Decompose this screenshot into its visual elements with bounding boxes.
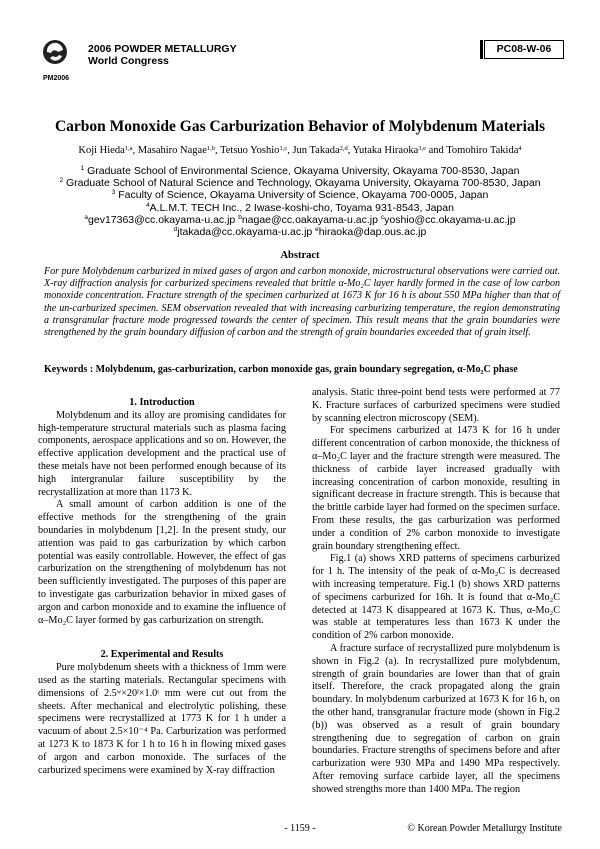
paper-title: Carbon Monoxide Gas Carburization Behavior of Molybdenum Materials: [54, 118, 546, 135]
author: Masahiro Nagae: [137, 145, 207, 156]
author-list: Koji Hieda$^{1,a}$, Masahiro Nagae$^{1,b}$, Tetsuo Yoshio$^{1,c}$, Jun Takada$^{2,d}$, Yutaka Hiraoka$^{3,e}$ and Tomohiro Takida$^4$: [78, 145, 522, 156]
author-affil-mark: 1,c: [279, 145, 288, 152]
email-e[interactable]: hiraoka@dap.ous.ac.jp: [318, 226, 427, 239]
email-line: $^a$gev17363@cc.okayama-u.ac.jp $^b$nagae@cc.oakayama-u.ac.jp $^c$yoshio@cc.okayama-u.ac.jp: [84, 213, 516, 226]
section-heading-introduction: 1. Introduction: [129, 397, 195, 408]
author-affil-mark: 2,d: [339, 145, 348, 152]
keywords: [44, 364, 560, 375]
email-c[interactable]: yoshio@cc.okayama-u.ac.jp: [384, 213, 516, 226]
page-header: [0, 0, 600, 110]
paragraph: Pure molybdenum sheets with a thickness of 1mm were used as the starting materials. Rectangular specimens with dimensions of 2.5ʷ×20ˡ×1.0ᵗ mm were cut out from the sheets. After mechanical and electrolytic polishing, these specimens were recrystallized at 1773 K for 1 h under a vacuum of about 2.5×10⁻⁴ Pa. Carburization was performed at 1273 K to 1873 K for 1 h to 16 h in flowing mixed gases of argon and carbon monoxide. The surfaces of the carburized specimens were examined by X-ray diffraction: [38, 662, 286, 776]
conference-line1: 2006 POWDER METALLURGY: [88, 43, 237, 55]
keywords-list: Molybdenum, gas-carburization, carbon monoxide gas, grain boundary segregation, α-Mo₂C phase: [95, 364, 518, 375]
paragraph: A fracture surface of recrystallized pure molybdenum is shown in Fig.2 (a). In recrystallized pure molybdenum, strength of grain boundaries are lower than that of grain itself. Therefore, the crack propagated along the grain boundary. In molybdenum carburized at 1673 K for 16 h, on the other hand, transgranular fracture mode (shown in Fig.2 (b)) was observed as a result of grain boundary strengthening due to segregation of carbon on grain boundaries. Fracture strengths of specimens before and after carburization were 930 MPa and 1490 MPa respectively. After removing surface carbide layer, all the specimens showed strengths more than 1400 MPa. The region: [312, 642, 560, 795]
paragraph: A small amount of carbon addition is one of the effective methods for the strengthening of the grain boundaries in molybdenum [1,2]. In the present study, our attention was paid to gas carburization by which carbon potential was easily controllable. However, the effect of gas carburization on the strengthening of molybdenum has not been sufficiently investigated. The purposes of this paper are to investigate gas carburization behavior in mixed gases of argon and carbon monoxide and to examine the influence of α–Mo₂C layer formed by gas carburization on strength.: [38, 499, 286, 626]
paragraph: For specimens carburized at 1473 K for 16 h under different concentration of carbon monoxide, the thickness of α–Mo₂C layer and the fracture strength were measured. The thickness of carbide layer increased gradually with increasing concentration of carbon monoxide, resulting in significant decrease in fracture strength. This is because that the brittle carbide layer had formed on the specimen surface. From these results, the gas carburization was performed under a condition of 2% carbon monoxide to investigate grain boundary strengthening effect.: [312, 425, 560, 552]
affiliations: [0, 165, 600, 238]
abstract-text: For pure Molybdenum carburized in mixed gases of argon and carbon monoxide, microstructural observations were carried out. X-ray diffraction analysis for carburized specimens revealed that brittle α-Mo₂C layer hardly formed in the case of low carbon monoxide concentration. Fracture strength of the specimen carburized at 1673 K for 16 h is about 550 MPa higher than that of the un-carburized specimen. SEM observation revealed that with increasing carburizing temperature, the region demonstrating a transgranular fracture mode progressed towards the center of specimen. This result means that the grain boundaries were strengthened by the grain boundary diffusion of carbon and the strength of grain boundaries exceeded that of grain itself.: [44, 266, 560, 339]
section-heading-experimental: 2. Experimental and Results: [100, 649, 224, 661]
author-affil-mark: 3,e: [418, 145, 427, 152]
keywords-label: Keywords :: [44, 364, 94, 375]
abstract-heading: Abstract: [280, 250, 320, 261]
pm2006-logo: [38, 36, 74, 84]
paper-code-box: [484, 40, 564, 59]
conference-line2: World Congress: [88, 55, 169, 67]
author: Koji Hieda: [78, 145, 125, 156]
page-footer: [0, 819, 600, 839]
affiliation-line: $^2$ Graduate School of Natural Science and Technology, Okayama University, Okayama 700-8530, Japan: [59, 177, 541, 190]
conference-name: [88, 43, 237, 67]
left-column: [38, 397, 286, 777]
author: Jun Takada: [292, 145, 340, 156]
spacer: [38, 627, 286, 649]
email-line: $^d$jtakada@cc.okayama-u.ac.jp $^e$hiraoka@dap.ous.ac.jp: [173, 226, 427, 239]
copyright: © Korean Powder Metallurgy Institute: [407, 823, 562, 834]
right-column: [312, 387, 560, 797]
svg-text:PM2006: PM2006: [42, 75, 70, 82]
pm2006-logo-icon: [38, 36, 74, 84]
paragraph: analysis. Static three-point bend tests were performed at 77 K. Fracture surfaces of carburized specimens were studied by scanning electron microscopy (SEM).: [312, 387, 560, 424]
paragraph: Fig.1 (a) shows XRD patterns of specimens carburized for 1 h. The intensity of the peak of α-Mo₂C is decreased with increasing temperature. Fig.1 (b) shows XRD patterns of specimens carburized for 16h. It is found that α-Mo₂C detected at 1473 K disappeared at 1673 K. Thus, α-Mo₂C was stable at temperatures less than 1673 K under the condition of 2% carbon monoxide.: [312, 553, 560, 642]
author: Tomohiro Takida: [446, 145, 519, 156]
email-d[interactable]: jtakada@cc.okayama-u.ac.jp: [177, 226, 313, 239]
paragraph: Molybdenum and its alloy are promising candidates for high-temperature structural materials such as plasma facing components, aerospace applications and so on. However, the effective application development and the practical use of these metals have not been performed enough because of its high intergranular failure susceptibility by the recrystallization at more than 1173 K.: [38, 409, 286, 498]
email-a[interactable]: gev17363@cc.okayama-u.ac.jp: [88, 213, 236, 226]
affiliation-line: $^3$ Faculty of Science, Okayama University of Science, Okayama 700-0005, Japan: [111, 189, 489, 202]
affiliation-line: $^4$A.L.M.T. TECH Inc., 2 Iwase-koshi-cho, Toyama 931-8543, Japan: [146, 201, 454, 214]
page-number: - 1159 -: [284, 823, 316, 834]
author-affil-mark: 1,b: [206, 145, 215, 152]
author: Yutaka Hiraoka: [352, 145, 419, 156]
affiliation-line: $^1$ Graduate School of Environmental Science, Okayama University, Okayama 700-8530, Japan: [80, 165, 520, 177]
author-affil-mark: 4: [518, 145, 522, 152]
author: Tetsuo Yoshio: [220, 145, 280, 156]
email-b[interactable]: nagae@cc.oakayama-u.ac.jp: [241, 213, 378, 226]
paper-code: PC08-W-06: [496, 43, 552, 55]
author-affil-mark: 1,a: [124, 145, 133, 152]
